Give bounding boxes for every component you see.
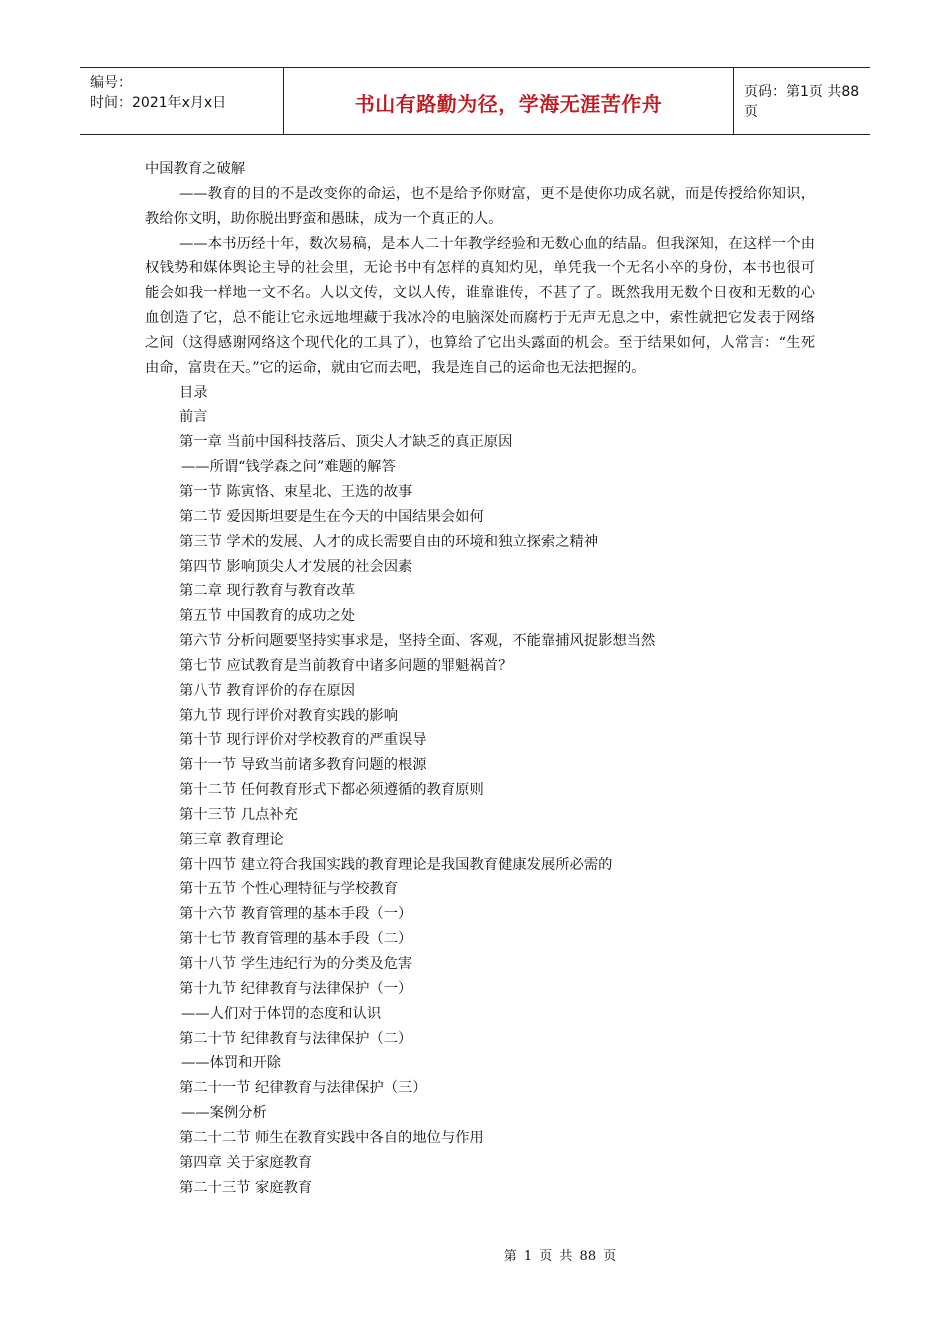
toc-item: 第十三节 几点补充: [179, 806, 298, 823]
toc-subtitle: ——体罚和开除: [181, 1055, 282, 1072]
toc-item: 第十二节 任何教育形式下都必须遵循的教育原则: [179, 782, 484, 799]
toc-item: 第五节 中国教育的成功之处: [179, 608, 356, 625]
intro-paragraph-1: ——教育的目的不是改变你的命运，也不是给予你财富，更不是使你功成名就，而是传授给你知识，教给你文明，助你脱出野蛮和愚昧，成为一个真正的人。: [145, 185, 815, 227]
time-label: 时间：2021年x月x日: [90, 95, 227, 111]
toc-item: 前言: [179, 409, 208, 426]
toc-item: 第二十一节 纪律教育与法律保护（三）: [179, 1080, 427, 1097]
toc-item: 第十四节 建立符合我国实践的教育理论是我国教育健康发展所必需的: [179, 856, 613, 873]
toc-item: 第一节 陈寅恪、束星北、王选的故事: [179, 483, 413, 500]
header-page-code: 页码：第1页 共88页: [744, 84, 860, 120]
toc-item: 第十八节 学生违纪行为的分类及危害: [179, 956, 413, 972]
toc-item: 第九节 现行评价对教育实践的影响: [179, 707, 398, 724]
toc-subtitle: ——人们对于体罚的态度和认识: [181, 1005, 382, 1022]
toc-heading: 目录: [179, 384, 208, 401]
toc-item: 第十六节 教育管理的基本手段（一）: [179, 906, 413, 923]
toc-item: 第八节 教育评价的存在原因: [179, 682, 356, 699]
page-footer: 第 1 页 共 88 页: [503, 1249, 617, 1264]
header-motto-cell: [284, 68, 734, 134]
toc-item: 第二章 现行教育与教育改革: [179, 583, 356, 600]
document-body: [145, 157, 815, 1200]
toc-item: 第七节 应试教育是当前教育中诸多问题的罪魁祸首？: [179, 657, 513, 674]
page-header: [80, 67, 870, 135]
toc-item: 第三章 教育理论: [179, 831, 284, 848]
toc-subtitle: ——所谓“钱学森之问”难题的解答: [181, 459, 396, 476]
toc-item: 第四节 影响顶尖人才发展的社会因素: [179, 558, 413, 575]
toc-item: 第二十二节 师生在教育实践中各自的地位与作用: [179, 1129, 484, 1146]
toc-item: 第二十三节 家庭教育: [179, 1179, 313, 1196]
toc-item: 第一章 当前中国科技落后、顶尖人才缺乏的真正原因: [179, 434, 513, 451]
intro-paragraph-2: ——本书历经十年，数次易稿，是本人二十年教学经验和无数心血的结晶。但我深知，在这样一个由权钱势和媒体舆论主导的社会里，无论书中有怎样的真知灼见，单凭我一个无名小卒的身份，本书也很可能会如我一样地一文不名。人以文传，文以人传，谁靠谁传，不甚了了。既然我用无数个日夜和无数的心血创造了它，总不能让它永远地埋藏于我冰冷的电脑深处而腐朽于无声无息之中，索性就把它发表于网络之间（这得感谢网络这个现代化的工具了），也算给了它出头露面的机会。至于结果如何，人常言：“生死由命，富贵在天。”它的运命，就由它而去吧，我是连自己的运命也无法把握的。: [145, 235, 815, 376]
toc-item: 第四章 关于家庭教育: [179, 1154, 313, 1171]
toc-item: 第六节 分析问题要坚持实事求是，坚持全面、客观，不能靠捕风捉影想当然: [179, 633, 656, 650]
toc-item: 第十一节 导致当前诸多教育问题的根源: [179, 757, 427, 774]
number-label: 编号：: [90, 75, 132, 91]
toc-item: 第十五节 个性心理特征与学校教育: [179, 881, 398, 898]
toc-subtitle: ——案例分析: [181, 1105, 267, 1122]
toc-item: 第二十节 纪律教育与法律保护（二）: [179, 1030, 413, 1047]
header-meta: [80, 68, 284, 134]
motto-text: 书山有路勤为径，学海无涯苦作舟: [354, 91, 663, 116]
toc-item: 第二节 爱因斯坦要是生在今天的中国结果会如何: [179, 508, 484, 525]
toc-item: 第三节 学术的发展、人才的成长需要自由的环境和独立探索之精神: [179, 533, 599, 550]
document-title: 中国教育之破解: [145, 161, 246, 177]
toc-item: 第十九节 纪律教育与法律保护（一）: [179, 980, 413, 997]
toc-item: 第十节 现行评价对学校教育的严重误导: [179, 732, 427, 749]
toc-item: 第十七节 教育管理的基本手段（二）: [179, 931, 413, 948]
